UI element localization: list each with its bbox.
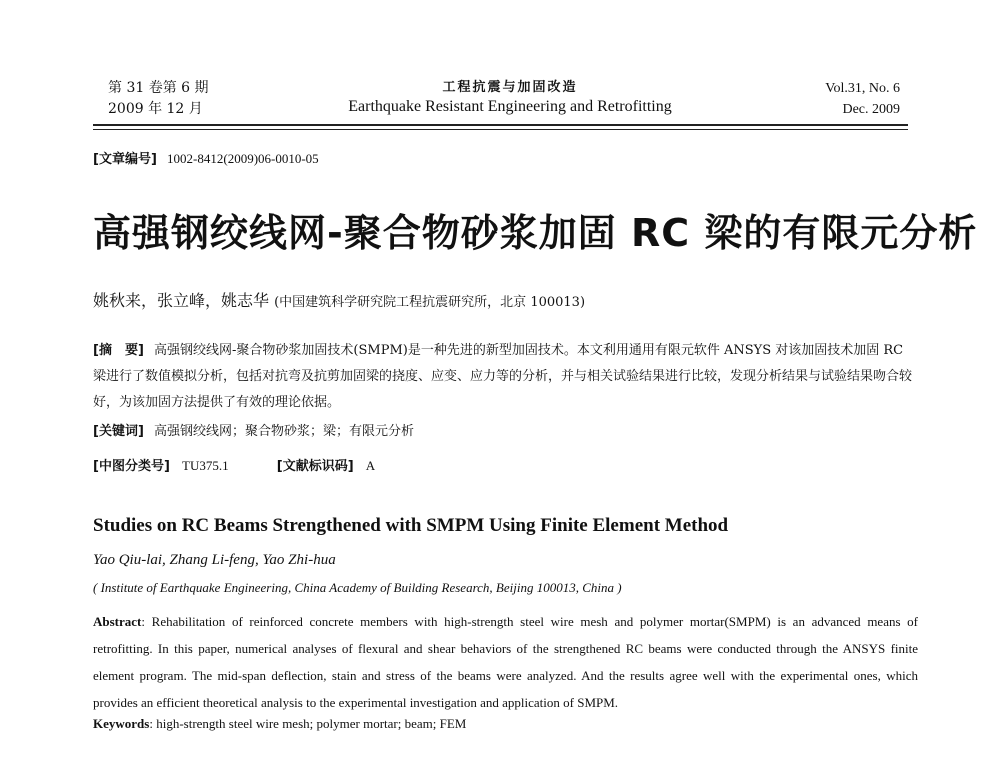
- institution-en: ( Institute of Earthquake Engineering, China Academy of Building Research, Beijing 100013, China ): [93, 580, 622, 595]
- journal-name-cn: 工程抗震与加固改造: [442, 80, 578, 95]
- keywords-cn-label: [关键词]: [93, 424, 144, 439]
- volume-cn: 第 31 卷第 6 期: [108, 80, 209, 96]
- classification: [93, 453, 918, 480]
- doc-code-value: A: [365, 458, 376, 473]
- header-right: [760, 78, 900, 120]
- header-rule-thin: [93, 129, 908, 130]
- keywords-en: [93, 716, 466, 732]
- journal-name-en: Earthquake Resistant Engineering and Retrofitting: [348, 98, 672, 115]
- abstract-en-text: : Rehabilitation of reinforced concrete members with high-strength steel wire mesh and polymer mortar(SMPM) is an advanced means of retrofitting. In this paper, numerical analyses of flexural and shear behaviors of the strengthened RC beams were conducted through the ANSYS finite element program. The mid-span deflection, stain and stress of the beams were analyzed. And the results agree well with the experimental ones, which provides an efficient theoretical analysis to the experimental investigation and application of SMPM.: [93, 614, 918, 710]
- header-center: [300, 76, 720, 116]
- date-cn: 2009 年 12 月: [108, 101, 203, 117]
- keywords-en-label: Keywords: [93, 716, 150, 731]
- volume-en: Vol.31, No. 6: [825, 81, 900, 96]
- paper-title-en: Studies on RC Beams Strengthened with SMPM Using Finite Element Method: [93, 515, 729, 536]
- clc-value: TU375.1: [182, 458, 229, 473]
- abstract-cn-label: [摘 要]: [93, 343, 144, 358]
- article-number-value: 1002-8412(2009)06-0010-05: [167, 151, 319, 166]
- abstract-cn-text: 高强钢绞线网-聚合物砂浆加固技术(SMPM)是一种先进的新型加固技术。本文利用通用有限元软件 ANSYS 对该加固技术加固 RC 梁进行了数值模拟分析，包括对抗弯及抗剪加固梁的挠度、应变、应力等的分析，并与相关试验结果进行比较，发现分析结果与试验结果吻合较好，为该加固方法提供了有效的理论依据。: [93, 343, 913, 410]
- keywords-en-text: : high-strength steel wire mesh; polymer mortar; beam; FEM: [149, 716, 467, 731]
- header-left: [108, 78, 209, 120]
- authors-cn: [93, 288, 585, 311]
- date-en: Dec. 2009: [842, 102, 900, 117]
- keywords-cn-text: 高强钢绞线网；聚合物砂浆；梁；有限元分析: [154, 424, 415, 439]
- abstract-en-label: Abstract: [93, 614, 142, 629]
- affiliation-cn: (中国建筑科学研究院工程抗震研究所，北京 100013): [274, 295, 586, 310]
- author-names-cn: 姚秋来，张立峰，姚志华: [93, 291, 270, 310]
- paper-title-cn: 高强钢绞线网-聚合物砂浆加固 RC 梁的有限元分析: [93, 211, 978, 255]
- abstract-cn: [93, 338, 918, 416]
- authors-en: Yao Qiu-lai, Zhang Li-feng, Yao Zhi-hua: [93, 552, 336, 568]
- article-number: [93, 148, 319, 167]
- article-number-label: [文章编号]: [93, 152, 157, 167]
- clc-label: [中图分类号]: [93, 459, 170, 474]
- abstract-en: [93, 608, 918, 716]
- keywords-cn: [93, 419, 918, 445]
- header-rule-thick: [93, 124, 908, 126]
- doc-code-label: [文献标识码]: [276, 459, 354, 474]
